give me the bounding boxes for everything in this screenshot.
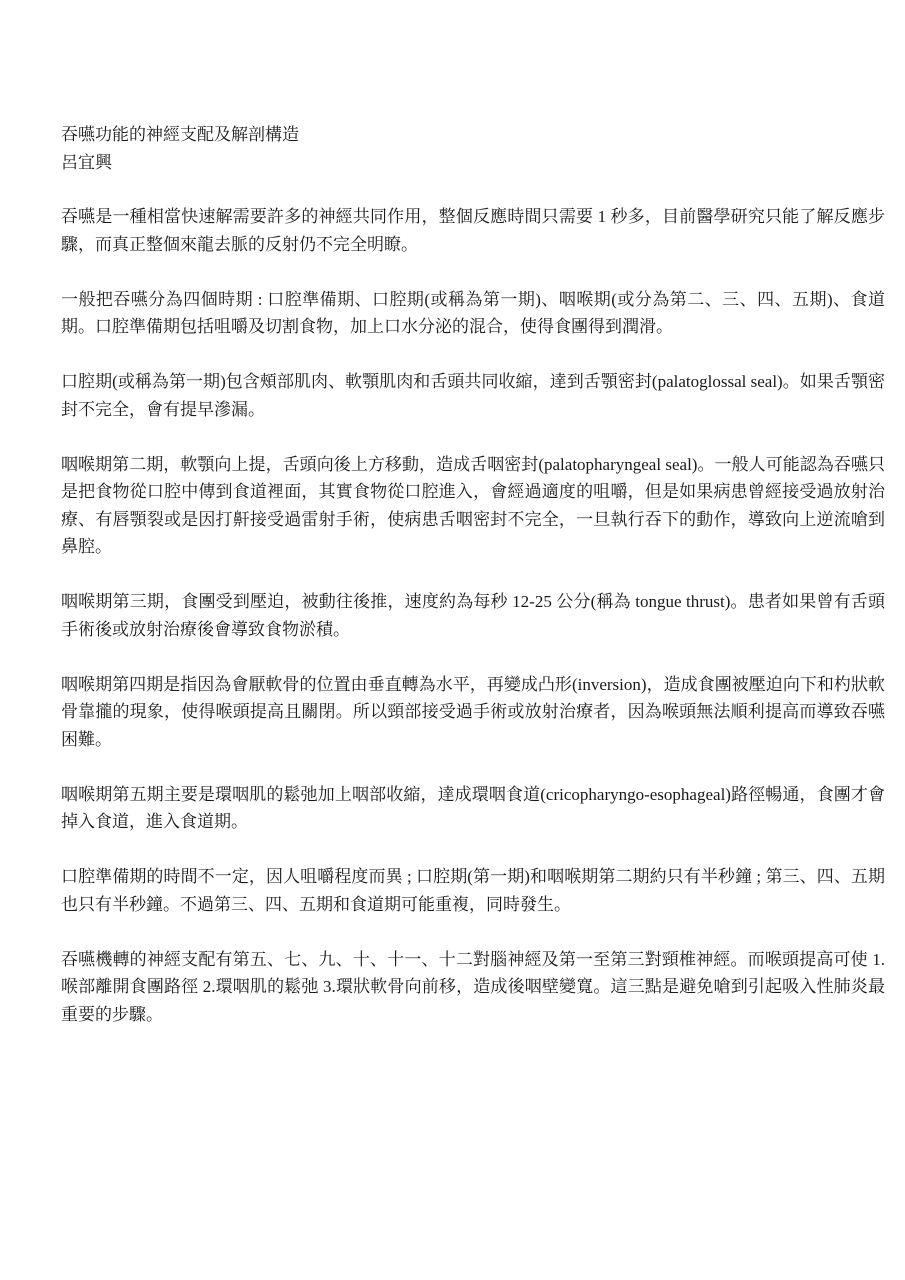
paragraph-pharyngeal-phase-5: 咽喉期第五期主要是環咽肌的鬆弛加上咽部收縮，達成環咽食道(cricopharyngo-esophageal)路徑暢通，食團才會掉入食道，進入食道期。 xyxy=(61,784,885,831)
paragraph-nerve-innervation: 吞嚥機轉的神經支配有第五、七、九、十、十一、十二對腦神經及第一至第三對頸椎神經。而喉頭提高可使 1.喉部離開食團路徑 2.環咽肌的鬆弛 3.環狀軟骨向前移，造成後咽壁變寬。這三點是避免嗆到引起吸入性肺炎最重要的步驟。 xyxy=(61,949,885,1024)
paragraph-phase-timing: 口腔準備期的時間不一定，因人咀嚼程度而異 ; 口腔期(第一期)和咽喉期第二期約只有半秒鐘 ; 第三、四、五期也只有半秒鐘。不過第三、四、五期和食道期可能重複，同時發生。 xyxy=(61,867,885,914)
paragraph-pharyngeal-phase-2: 咽喉期第二期，軟顎向上提，舌頭向後上方移動，造成舌咽密封(palatopharyngeal seal)。一般人可能認為吞嚥只是把食物從口腔中傳到食道裡面，其實食物從口腔進入，會經過適度的咀嚼，但是如果病患曾經接受過放射治療、有唇顎裂或是因打鼾接受過雷射手術，使病患舌咽密封不完全，一旦執行吞下的動作，導致向上逆流嗆到鼻腔。 xyxy=(61,454,885,556)
paragraph-phases-overview: 一般把吞嚥分為四個時期 : 口腔準備期、口腔期(或稱為第一期)、咽喉期(或分為第二、三、四、五期)、食道期。口腔準備期包括咀嚼及切割食物，加上口水分泌的混合，使得食團得到潤滑。 xyxy=(61,289,885,336)
document-author: 呂宜興 xyxy=(61,152,112,172)
document-title: 吞嚥功能的神經支配及解剖構造 xyxy=(61,125,299,144)
paragraph-oral-phase: 口腔期(或稱為第一期)包含頰部肌肉、軟顎肌肉和舌頭共同收縮，達到舌顎密封(palatoglossal seal)。如果舌顎密封不完全，會有提早滲漏。 xyxy=(61,372,885,419)
document-body xyxy=(61,121,885,1056)
paragraph-pharyngeal-phase-4: 咽喉期第四期是指因為會厭軟骨的位置由垂直轉為水平，再變成凸形(inversion)，造成食團被壓迫向下和杓狀軟骨靠攏的現象，使得喉頭提高且關閉。所以頸部接受過手術或放射治療者，因為喉頭無法順利提高而導致吞嚥困難。 xyxy=(61,674,885,749)
paragraph-intro: 吞嚥是一種相當快速解需要許多的神經共同作用，整個反應時間只需要 1 秒多，目前醫學研究只能了解反應步驟，而真正整個來龍去脈的反射仍不完全明瞭。 xyxy=(61,207,885,254)
paragraph-pharyngeal-phase-3: 咽喉期第三期，食團受到壓迫，被動往後推，速度約為每秒 12-25 公分(稱為 tongue thrust)。患者如果曾有舌頭手術後或放射治療後會導致食物淤積。 xyxy=(61,592,885,639)
